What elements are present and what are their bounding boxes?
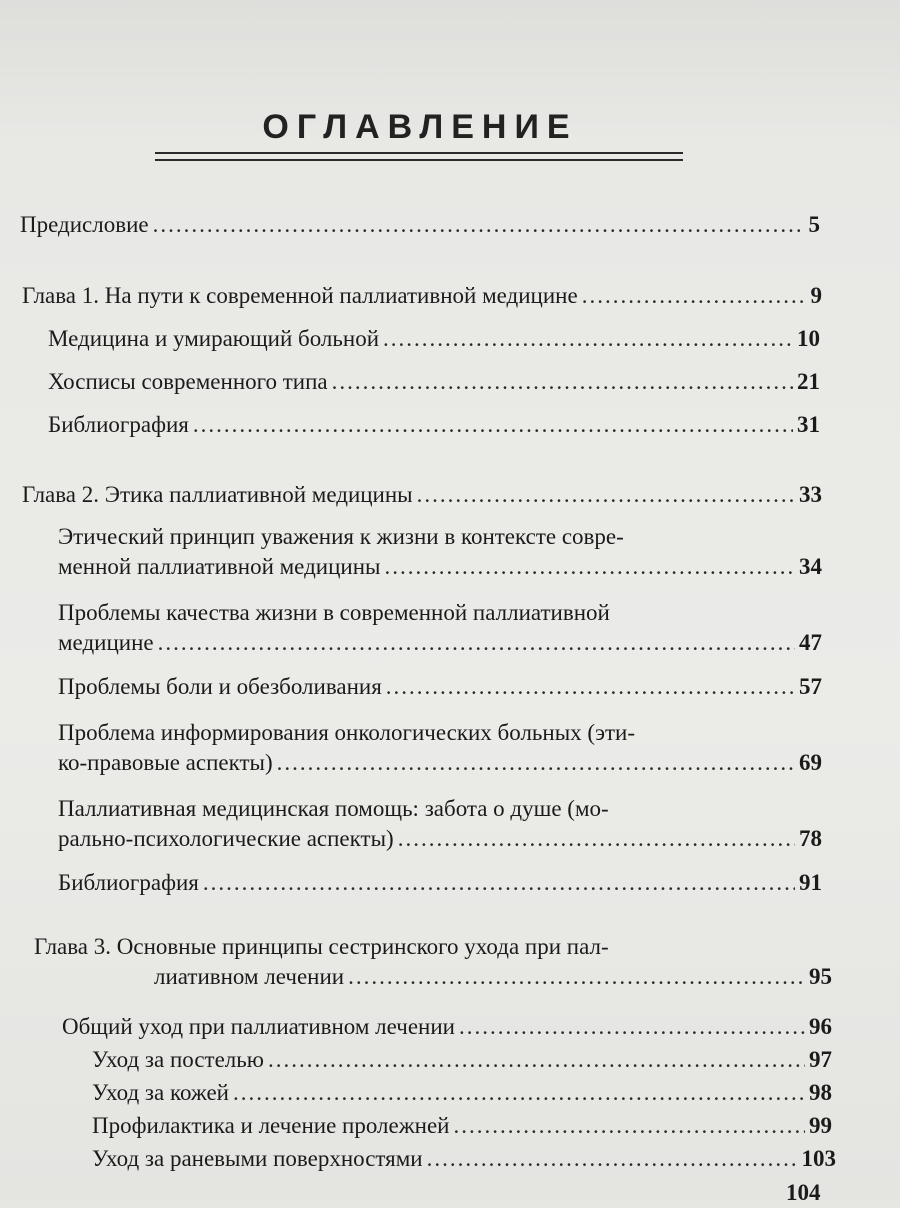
toc-entry: Проблемы боли и обезболивания ..... 57 xyxy=(58,672,822,702)
toc-entry: Паллиативная медицинская помощь: забота о душе (мо- рально-психологические аспекты) ..... 78 xyxy=(58,794,822,854)
toc-entry: Проблема информирования онкологических больных (эти- ко-правовые аспекты) ..... 69 xyxy=(58,718,822,778)
toc-entry-bibliography: Библиография ..... 91 xyxy=(58,868,822,898)
page-number: 103 xyxy=(801,1146,836,1171)
title-underline-top xyxy=(155,152,683,154)
toc-entry: Уход за раневыми поверхностями ..... 103 xyxy=(92,1144,836,1174)
toc-entry: Этический принцип уважения к жизни в контексте совре- менной паллиативной медицины ..... 34 xyxy=(58,522,822,582)
toc-entry: Профилактика и лечение пролежней ..... 99 xyxy=(92,1111,832,1141)
page-number: 31 xyxy=(797,412,820,437)
page-number: 34 xyxy=(799,554,822,579)
toc-entry-bibliography: Библиография ..... 31 xyxy=(48,410,820,440)
toc-entry: Хосписы современного типа ..... 21 xyxy=(48,367,820,397)
toc-entry-chapter-1: Глава 1. На пути к современной паллиативной медицине ..... 9 xyxy=(22,281,822,311)
page-number: 78 xyxy=(799,826,822,851)
page-number: 99 xyxy=(809,1113,832,1138)
page-number: 9 xyxy=(810,283,822,308)
toc-entry-chapter-2: Глава 2. Этика паллиативной медицины ..... 33 xyxy=(22,480,822,510)
page-number: 96 xyxy=(809,1014,832,1039)
page-title: ОГЛАВЛЕНИЕ xyxy=(262,108,578,146)
toc-entry-chapter-3: Глава 3. Основные принципы сестринского ухода при пал- лиативном лечении ..... 95 xyxy=(34,932,832,992)
toc-entry: Уход за кожей ..... 98 xyxy=(92,1078,832,1108)
toc-entry-preface: Предисловие ..... 5 xyxy=(20,210,820,240)
title-underline-bottom xyxy=(155,159,683,161)
page-number: 98 xyxy=(809,1080,832,1105)
page-number: 95 xyxy=(809,964,832,989)
page-number: 5 xyxy=(808,212,820,237)
toc-entry: Общий уход при паллиативном лечении ..... 96 xyxy=(62,1012,832,1042)
page-number: 69 xyxy=(799,750,822,775)
page-number: 21 xyxy=(797,369,820,394)
toc-entry: Уход за постелью ..... 97 xyxy=(92,1045,832,1075)
page-number: 57 xyxy=(799,674,822,699)
page-number: 47 xyxy=(799,630,822,655)
page-number: 97 xyxy=(809,1047,832,1072)
toc-entry: Медицина и умирающий больной ..... 10 xyxy=(48,324,820,354)
toc-entry: Проблемы качества жизни в современной паллиативной медицине ..... 47 xyxy=(58,598,822,658)
toc-entry-partial xyxy=(786,1178,846,1208)
page-number: 104 xyxy=(786,1180,821,1205)
page-number: 91 xyxy=(799,870,822,895)
page-number: 10 xyxy=(797,326,820,351)
page-number: 33 xyxy=(799,482,822,507)
